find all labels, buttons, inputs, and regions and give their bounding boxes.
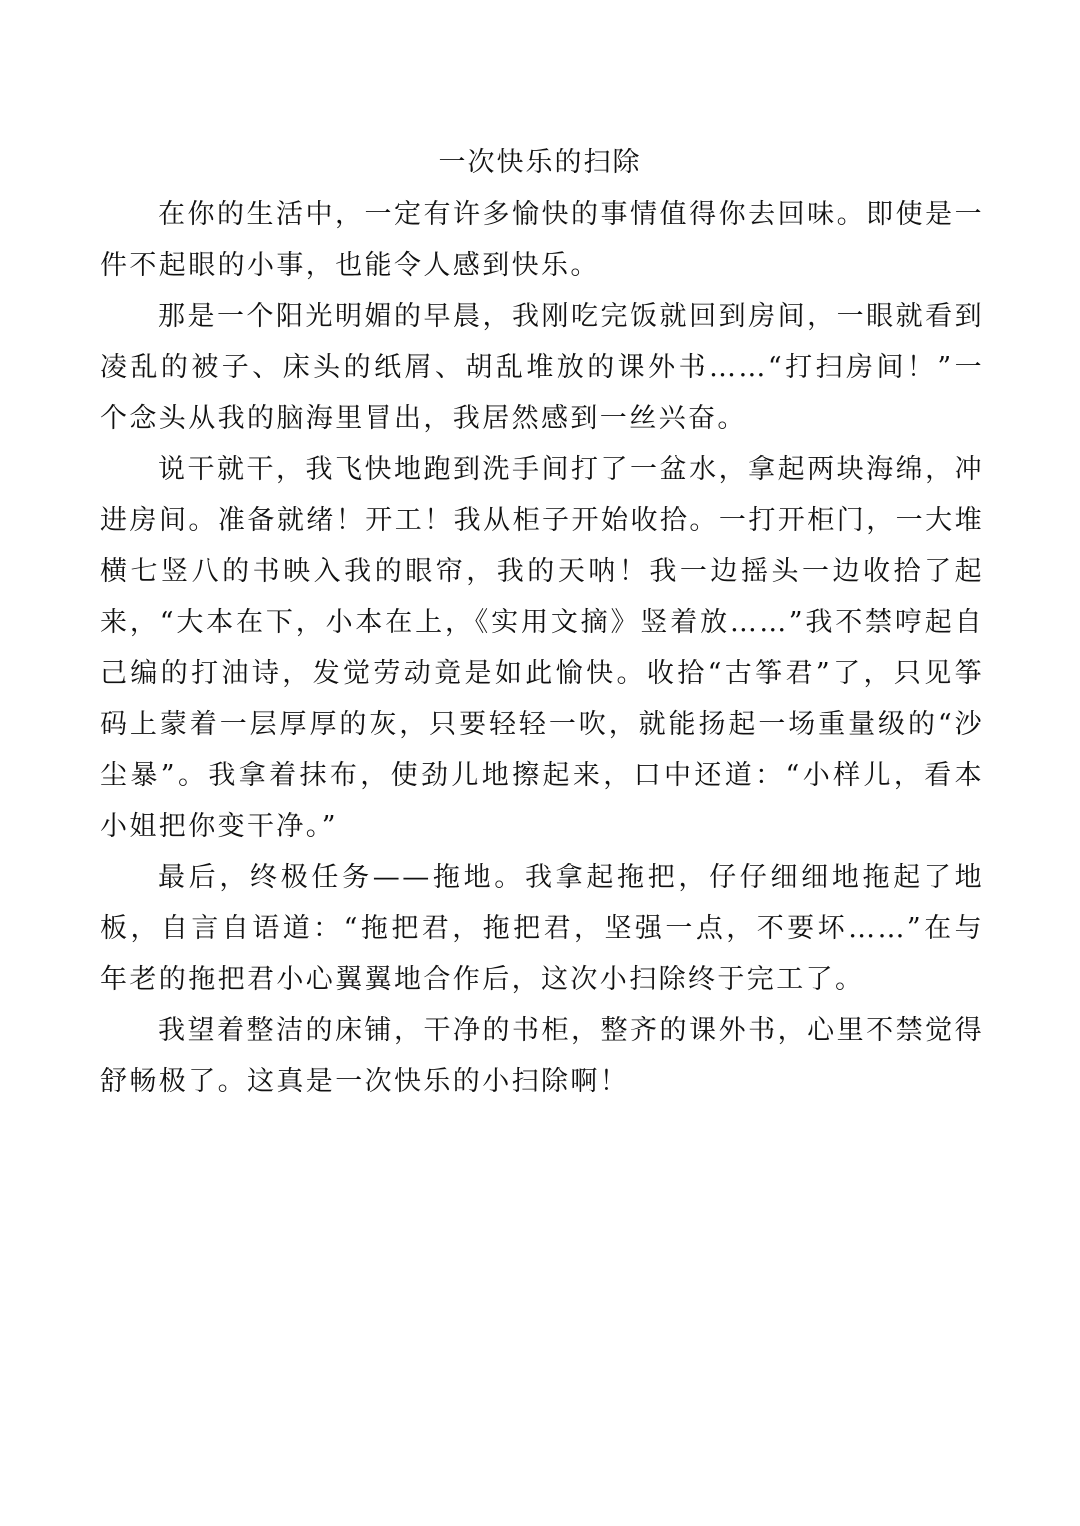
essay-title: 一次快乐的扫除 [438,147,642,178]
paragraph-1: 在你的生活中，一定有许多愉快的事情值得你去回味。即使是一件不起眼的小事，也能令人感到快乐。 [100,199,984,281]
paragraph-2: 那是一个阳光明媚的早晨，我刚吃完饭就回到房间，一眼就看到凌乱的被子、床头的纸屑、胡乱堆放的课外书……“打扫房间！”一个念头从我的脑海里冒出，我居然感到一丝兴奋。 [100,301,984,434]
paragraph-4: 最后，终极任务——拖地。我拿起拖把，仔仔细细地拖起了地板，自言自语道：“拖把君，拖把君，坚强一点，不要坏……”在与年老的拖把君小心翼翼地合作后，这次小扫除终于完工了。 [100,862,984,995]
paragraph-5: 我望着整洁的床铺，干净的书柜，整齐的课外书，心里不禁觉得舒畅极了。这真是一次快乐的小扫除啊！ [100,1015,984,1097]
paragraph-3: 说干就干，我飞快地跑到洗手间打了一盆水，拿起两块海绵，冲进房间。准备就绪！开工！我从柜子开始收拾。一打开柜门，一大堆横七竖八的书映入我的眼帘，我的天呐！我一边摇头一边收拾了起来，“大本在下，小本在上，《实用文摘》竖着放……”我不禁哼起自己编的打油诗，发觉劳动竟是如此愉快。收拾“古筝君”了，只见筝码上蒙着一层厚厚的灰，只要轻轻一吹，就能扬起一场重量级的“沙尘暴”。我拿着抹布，使劲儿地擦起来，口中还道：“小样儿，看本小姐把你变干净。” [100,454,984,842]
essay-body [100,189,984,1107]
